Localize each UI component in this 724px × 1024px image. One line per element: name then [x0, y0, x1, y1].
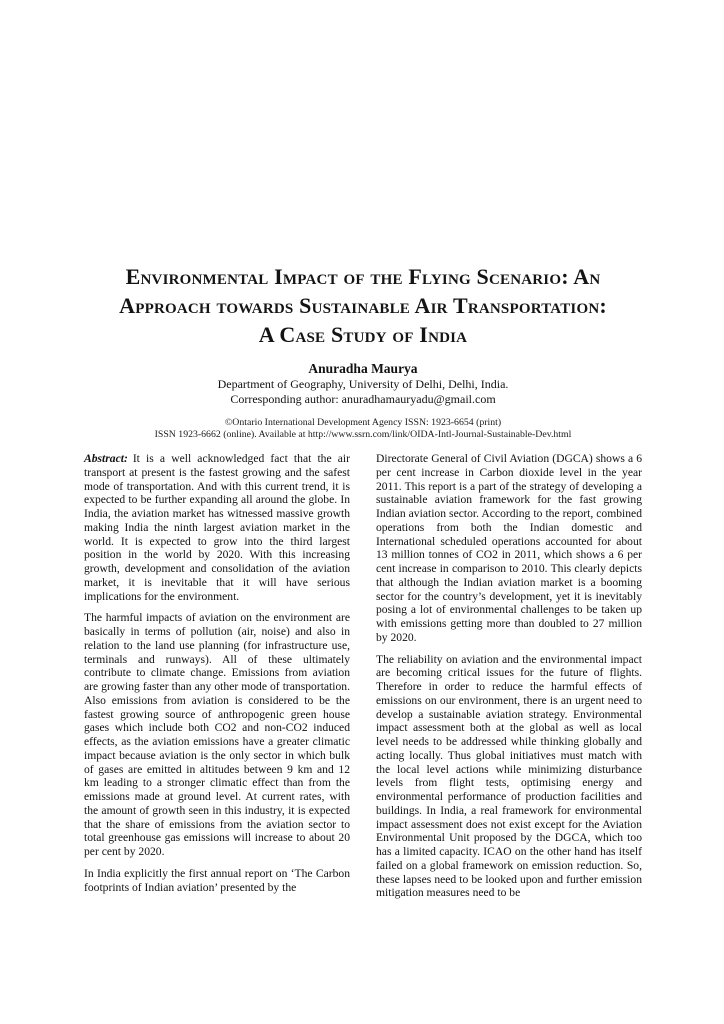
left-paragraph-2: The harmful impacts of aviation on the environment are basically in terms of pollution (air, noise) and also in relation to the land use planning (for infrastructure use, terminals and runways). All of these ultimately contribute to climate change. Emissions from aviation are growing faster than any other mode of transportation. Also emissions from aviation is considered to be the fastest growing source of anthropogenic green house gases which include both CO2 and non-CO2 induced effects, as the aviation emissions have a greater climatic impact because aviation is the only sector in which bulk of gases are emitted in altitudes between 9 km and 12 km leading to a stronger climatic effect than from the emissions made at ground level. At current rates, with the amount of growth seen in this industry, it is expected that the share of emissions from the aviation sector to total greenhouse gas emissions will increase to about 20 per cent by 2020. [84, 611, 350, 858]
abstract-paragraph [84, 452, 350, 603]
author-affiliation: Department of Geography, University of Delhi, Delhi, India. [217, 377, 509, 391]
abstract-label: Abstract: [84, 452, 128, 465]
paper-title-line-2: Approach towards Sustainable Air Transportation: [119, 293, 607, 318]
corresponding-author: Corresponding author: anuradhamauryadu@gmail.com [230, 391, 496, 406]
left-paragraph-3: In India explicitly the first annual report on ‘The Carbon footprints of Indian aviation’ presented by the [84, 866, 350, 894]
publisher-issn-block [84, 417, 642, 440]
paper-title [84, 262, 642, 349]
abstract-text: It is a well acknowledged fact that the air transport at present is the fastest growing and the safest mode of transportation. And with this current trend, it is expected to be further expanding all around the globe. In India, the aviation market has witnessed massive growth making India the ninth largest aviation market in the world. It is expected to grow into the third largest position in the world by 2020. With this increasing growth, development and consolidation of the aviation market, it is inevitable that it will have serious implications for the environment. [84, 452, 350, 603]
author-name: Anuradha Maurya [308, 361, 418, 376]
author-block [84, 361, 642, 406]
issn-online-url-line: ISSN 1923-6662 (online). Available at http://www.ssrn.com/link/OIDA-Intl-Journal-Sustainable-Dev.html [154, 428, 572, 440]
page-content [84, 262, 642, 908]
paper-title-line-3: A Case Study of India [258, 322, 468, 347]
right-paragraph-1: Directorate General of Civil Aviation (DGCA) shows a 6 per cent increase in Carbon dioxide level in the year 2011. This report is a part of the strategy of developing a sustainable aviation framework for the fast growing Indian aviation sector. According to the report, combined operations from both the Indian domestic and International scheduled operations accounted for about 13 million tonnes of CO2 in 2011, which shows a 6 per cent increase in comparison to 2010. This clearly depicts that although the Indian aviation market is a booming sector for the country’s development, yet it is inevitably posing a lot of environmental challenges to be taken up with emissions getting more than doubled to 27 million by 2020. [376, 452, 642, 644]
issn-print-line: ©Ontario International Development Agency ISSN: 1923-6654 (print) [224, 417, 502, 428]
right-paragraph-2: The reliability on aviation and the environmental impact are becoming critical issues for the future of flights. Therefore in order to reduce the harmful effects of emissions on our environment, there is an urgent need to develop a sustainable aviation strategy. Environmental impact assessment both at the global as well as local level needs to be addressed while thinking globally and acting locally. Thus global initiatives must match with the local level actions while minimizing disturbance levels from flight tests, optimising energy and environmental performance of production facilities and buildings. In India, a real framework for environmental impact assessment does not exist except for the Aviation Environmental Unit proposed by the DGCA, which too has a limited capacity. ICAO on the other hand has itself failed on a global framework on emission reduction. So, these lapses need to be looked upon and further emission mitigation measures need to be [376, 652, 642, 900]
paper-title-line-1: Environmental Impact of the Flying Scenario: An [125, 264, 601, 289]
body-columns [84, 452, 642, 908]
left-column [84, 452, 350, 908]
right-column [376, 452, 642, 908]
